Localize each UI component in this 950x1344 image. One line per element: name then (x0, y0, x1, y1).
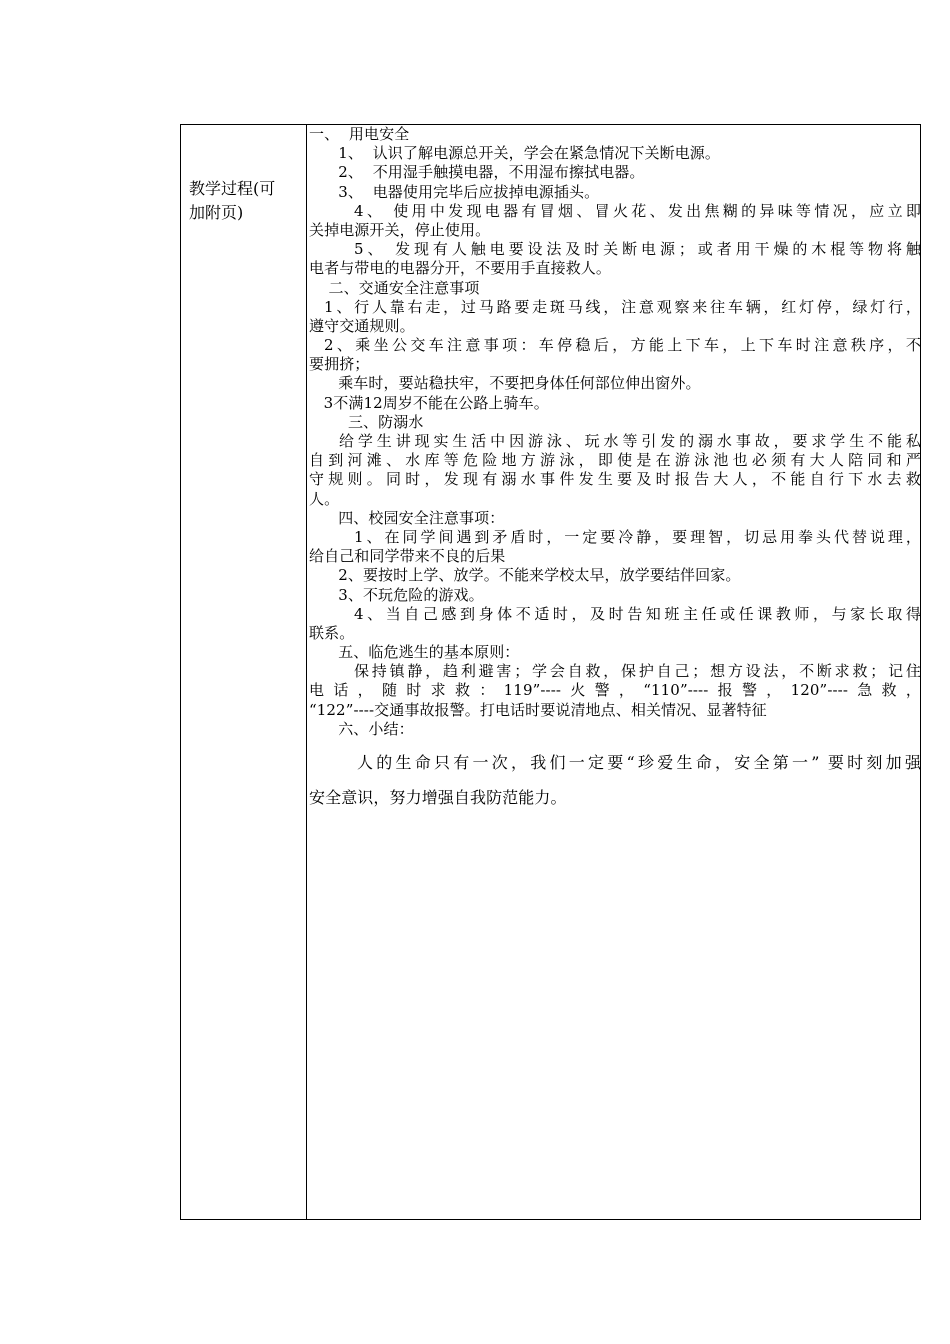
teaching-process-label: 教学过程(可 加附页) (189, 179, 276, 222)
content-line: 4、当自己感到身体不适时，及时告知班主任或任课教师，与家长取得 (354, 604, 921, 623)
label-cell (181, 125, 307, 1219)
content-line: 4、 使用中发现电器有冒烟、冒火花、发出焦糊的异味等情况，应立即 (354, 201, 921, 220)
content-line: 2、要按时上学、放学。不能来学校太早，放学要结伴回家。 (309, 566, 741, 585)
content-line: 人的生命只有一次，我们一定要“珍爱生命，安全第一” 要时刻加强 (357, 753, 921, 772)
content-line: 给自己和同学带来不良的后果 (309, 547, 506, 566)
lesson-content (309, 125, 921, 815)
content-line: 保持镇静，趋利避害；学会自救，保护自己；想方设法，不断求救；记住 (354, 662, 921, 681)
content-line: 人。 (309, 489, 340, 508)
lesson-table (180, 124, 921, 1220)
content-line: 2、乘坐公交车注意事项：车停稳后，方能上下车，上下车时注意秩序，不 (324, 336, 921, 355)
content-line: 联系。 (309, 623, 355, 642)
summary-lines (309, 745, 921, 815)
content-line: 四、校园安全注意事项： (309, 508, 505, 527)
content-line: 三、防溺水 (309, 412, 424, 431)
content-line: 乘车时，要站稳扶牢，不要把身体任何部位伸出窗外。 (309, 374, 701, 393)
content-line: 要拥挤； (309, 355, 370, 374)
content-line: 2、 不用湿手触摸电器，不用湿布擦拭电器。 (309, 163, 645, 182)
content-line: 自到河滩、水库等危险地方游泳，即使是在游泳池也必须有大人陪同和严 (309, 451, 921, 470)
content-line: 1、行人靠右走，过马路要走斑马线，注意观察来往车辆，红灯停，绿灯行， (324, 297, 921, 316)
content-line: 六、小结： (309, 719, 414, 738)
content-line: 1、在同学间遇到矛盾时，一定要冷静，要理智，切忌用拳头代替说理， (354, 527, 921, 546)
content-line: 安全意识，努力增强自我防范能力。 (309, 788, 567, 807)
content-line: 3、 电器使用完毕后应拔掉电源插头。 (309, 182, 600, 201)
content-line: 二、交通安全注意事项 (309, 278, 480, 297)
content-line: 五、临危逃生的基本原则： (309, 643, 520, 662)
content-line: 电话，随时求救：119”----火警，“110”----报警，120”----急救， (309, 681, 921, 700)
content-line: “122”----交通事故报警。打电话时要说清地点、相关情况、显著特征 (309, 700, 767, 719)
content-line: 关掉电源开关，停止使用。 (309, 220, 491, 239)
content-line: 1、 认识了解电源总开关，学会在紧急情况下关断电源。 (309, 144, 720, 163)
content-lines (309, 125, 921, 739)
content-line: 电者与带电的电器分开，不要用手直接救人。 (309, 259, 612, 278)
content-line: 3不满12周岁不能在公路上骑车。 (309, 393, 549, 412)
content-line: 5、 发现有人触电要设法及时关断电源；或者用干燥的木棍等物将触 (354, 240, 921, 259)
content-line: 3、不玩危险的游戏。 (309, 585, 484, 604)
content-line: 遵守交通规则。 (309, 316, 415, 335)
content-line: 给学生讲现实生活中因游泳、玩水等引发的溺水事故，要求学生不能私 (339, 432, 921, 450)
content-cell (307, 125, 920, 1219)
content-line: 一、 用电安全 (309, 125, 410, 143)
content-line: 守规则。同时，发现有溺水事件发生要及时报告大人，不能自行下水去救 (309, 470, 921, 489)
